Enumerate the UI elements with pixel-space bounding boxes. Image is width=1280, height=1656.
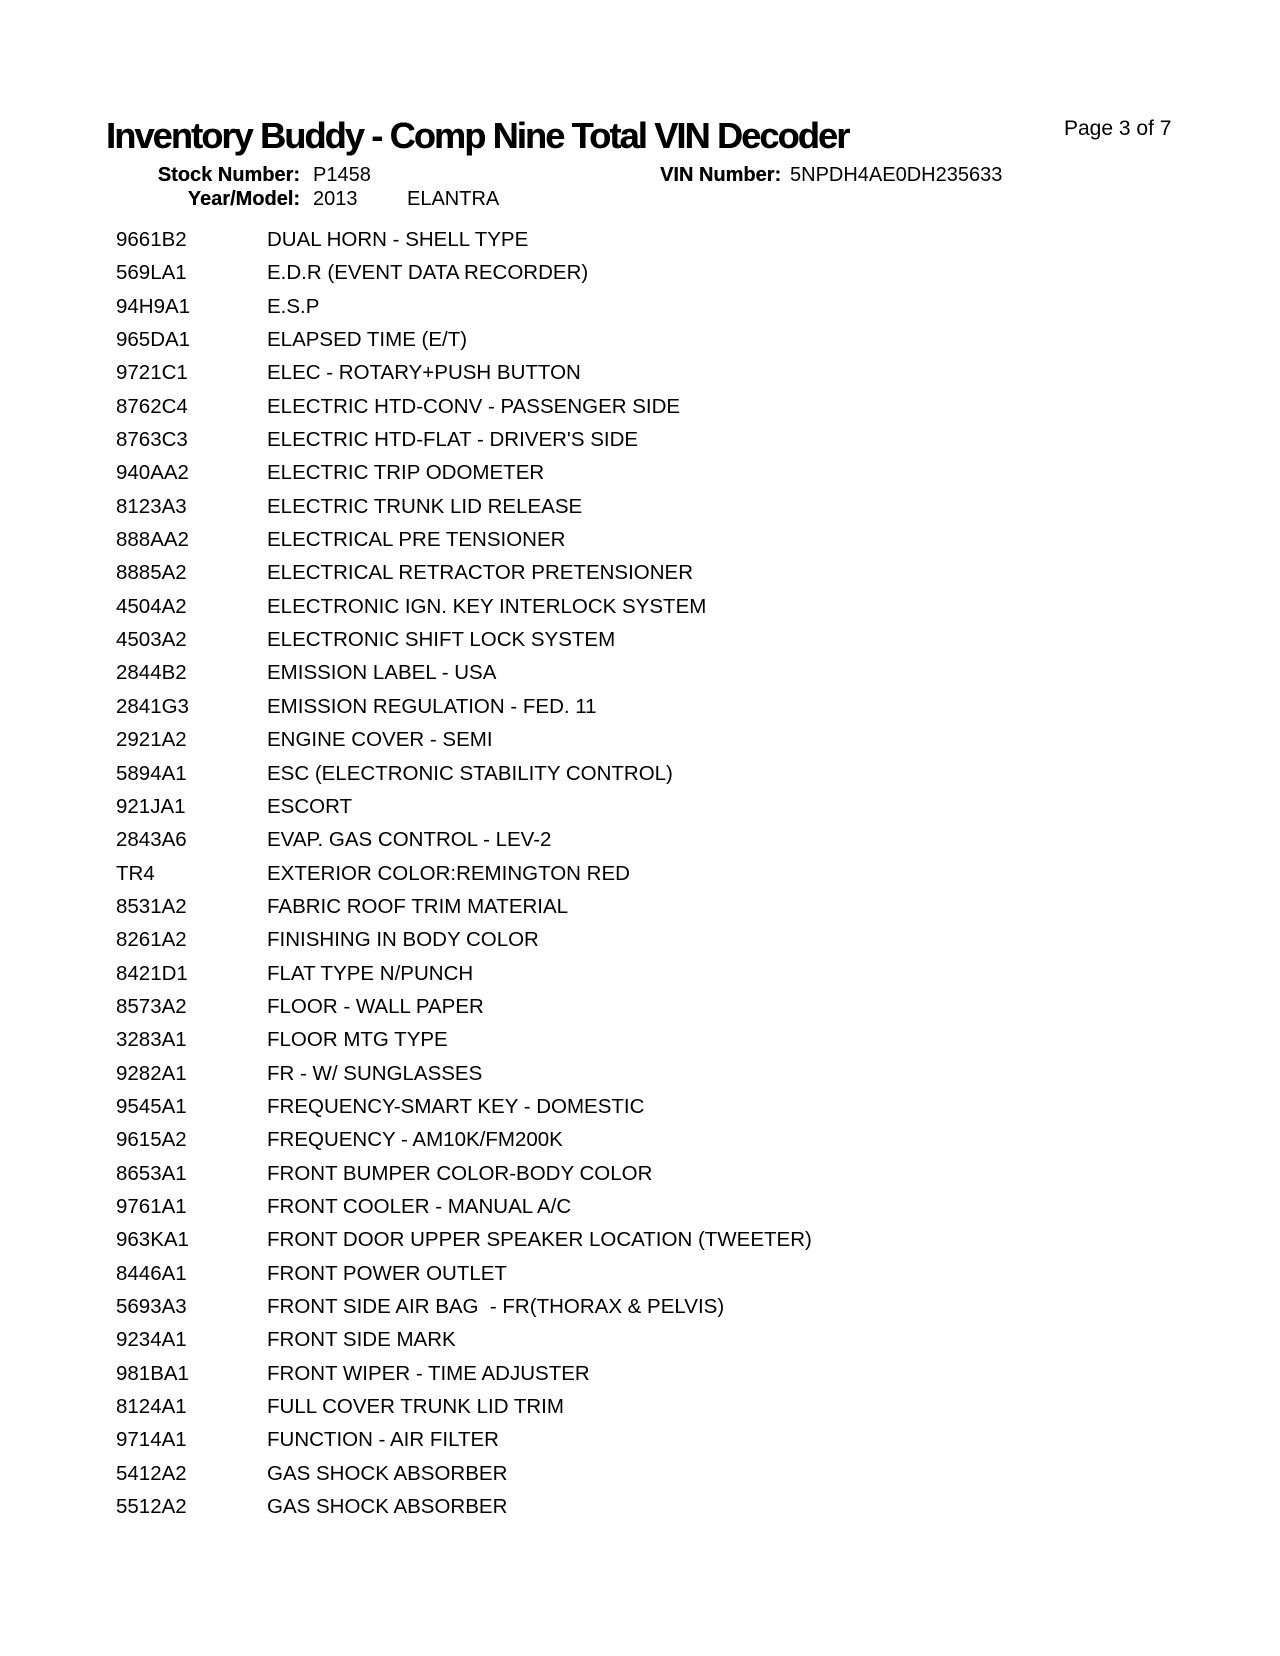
option-row — [0, 790, 1280, 823]
option-code: 8261A2 — [116, 928, 187, 952]
option-code: 2921A2 — [116, 728, 187, 752]
option-row — [0, 490, 1280, 523]
option-description: EMISSION LABEL - USA — [267, 661, 497, 685]
option-code: 9761A1 — [116, 1194, 187, 1218]
year-value: 2013 — [313, 188, 358, 210]
option-row — [0, 823, 1280, 856]
option-description: FR - W/ SUNGLASSES — [267, 1061, 483, 1085]
option-code: 8531A2 — [116, 894, 187, 918]
page-number-indicator: Page 3 of 7 — [1064, 117, 1172, 140]
option-row — [0, 1423, 1280, 1456]
option-description: EVAP. GAS CONTROL - LEV-2 — [267, 828, 552, 852]
option-description: ESC (ELECTRONIC STABILITY CONTROL) — [267, 761, 673, 785]
option-row — [0, 1057, 1280, 1090]
option-row — [0, 1490, 1280, 1523]
option-description: ELEC - ROTARY+PUSH BUTTON — [267, 361, 581, 385]
option-row — [0, 423, 1280, 456]
option-description: FLOOR MTG TYPE — [267, 1028, 448, 1052]
option-code: 940AA2 — [116, 461, 189, 485]
option-code: 2843A6 — [116, 828, 187, 852]
option-description: FINISHING IN BODY COLOR — [267, 928, 539, 952]
option-description: FABRIC ROOF TRIM MATERIAL — [267, 894, 569, 918]
option-code: 8446A1 — [116, 1261, 187, 1285]
option-description: FRONT COOLER - MANUAL A/C — [267, 1194, 572, 1218]
option-description: FRONT SIDE MARK — [267, 1328, 456, 1352]
option-code: 5894A1 — [116, 761, 187, 785]
option-code: 981BA1 — [116, 1361, 189, 1385]
option-code: 9615A2 — [116, 1128, 187, 1152]
option-code: 8124A1 — [116, 1395, 187, 1419]
option-description: GAS SHOCK ABSORBER — [267, 1461, 508, 1485]
option-row — [0, 656, 1280, 689]
option-description: FRONT SIDE AIR BAG - FR(THORAX & PELVIS) — [267, 1295, 725, 1318]
option-row — [0, 1023, 1280, 1056]
option-description: ELECTRICAL PRE TENSIONER — [267, 528, 566, 552]
option-row — [0, 256, 1280, 289]
option-row — [0, 323, 1280, 356]
option-description: FRONT BUMPER COLOR-BODY COLOR — [267, 1161, 653, 1185]
option-row — [0, 1357, 1280, 1390]
option-code: 9545A1 — [116, 1094, 187, 1118]
option-code: 2844B2 — [116, 661, 187, 685]
option-row — [0, 1190, 1280, 1223]
option-code: 921JA1 — [116, 794, 186, 818]
option-description: ELECTRIC HTD-FLAT - DRIVER'S SIDE — [267, 428, 639, 452]
option-description: FRONT DOOR UPPER SPEAKER LOCATION (TWEETER) — [267, 1228, 812, 1252]
option-code: 5693A3 — [116, 1295, 187, 1318]
option-row — [0, 290, 1280, 323]
option-code: 9714A1 — [116, 1428, 187, 1452]
option-row — [0, 857, 1280, 890]
option-row — [0, 356, 1280, 389]
option-code: 94H9A1 — [116, 294, 191, 318]
option-description: FULL COVER TRUNK LID TRIM — [267, 1395, 564, 1419]
option-description: DUAL HORN - SHELL TYPE — [267, 228, 529, 251]
option-description: EXTERIOR COLOR:REMINGTON RED — [267, 861, 630, 885]
option-description: ELECTRICAL RETRACTOR PRETENSIONER — [267, 561, 694, 585]
option-description: E.S.P — [267, 294, 320, 318]
option-code: 965DA1 — [116, 328, 191, 352]
option-row — [0, 1457, 1280, 1490]
option-code: 9721C1 — [116, 361, 188, 385]
option-code: 5412A2 — [116, 1461, 187, 1485]
option-code: 4503A2 — [116, 628, 187, 652]
vin-number-label: VIN Number: — [660, 164, 782, 186]
option-description: GAS SHOCK ABSORBER — [267, 1495, 508, 1519]
option-description: FREQUENCY-SMART KEY - DOMESTIC — [267, 1094, 645, 1118]
option-row — [0, 1290, 1280, 1323]
option-code: 8123A3 — [116, 494, 187, 518]
option-row — [0, 623, 1280, 656]
option-code: 8885A2 — [116, 561, 187, 585]
option-description: FLAT TYPE N/PUNCH — [267, 961, 474, 985]
option-row — [0, 1390, 1280, 1423]
option-description: E.D.R (EVENT DATA RECORDER) — [267, 261, 589, 285]
option-description: FUNCTION - AIR FILTER — [267, 1428, 499, 1452]
option-row — [0, 1157, 1280, 1190]
option-row — [0, 1090, 1280, 1123]
option-description: FRONT POWER OUTLET — [267, 1261, 507, 1285]
option-code: 888AA2 — [116, 528, 189, 552]
option-row — [0, 590, 1280, 623]
stock-number-label: Stock Number: — [157, 164, 300, 186]
option-description: ELECTRIC TRUNK LID RELEASE — [267, 494, 583, 518]
option-row — [0, 990, 1280, 1023]
option-description: ENGINE COVER - SEMI — [267, 728, 493, 752]
option-description: ELECTRONIC IGN. KEY INTERLOCK SYSTEM — [267, 594, 707, 618]
option-code: 9661B2 — [116, 228, 187, 251]
option-code: 569LA1 — [116, 261, 187, 285]
option-row — [0, 1223, 1280, 1256]
option-row — [0, 890, 1280, 923]
option-code: 5512A2 — [116, 1495, 187, 1519]
option-code-list — [0, 223, 1280, 1523]
option-row — [0, 1257, 1280, 1290]
year-model-label: Year/Model: — [187, 188, 300, 210]
option-code: 9282A1 — [116, 1061, 187, 1085]
option-code: 9234A1 — [116, 1328, 187, 1352]
option-description: ELECTRIC TRIP ODOMETER — [267, 461, 545, 485]
option-description: FREQUENCY - AM10K/FM200K — [267, 1128, 563, 1152]
option-description: ELECTRIC HTD-CONV - PASSENGER SIDE — [267, 394, 681, 418]
option-row — [0, 723, 1280, 756]
option-description: FRONT WIPER - TIME ADJUSTER — [267, 1361, 590, 1385]
option-code: 8573A2 — [116, 994, 187, 1018]
option-description: FLOOR - WALL PAPER — [267, 994, 484, 1018]
option-code: 4504A2 — [116, 594, 187, 618]
option-code: 8421D1 — [116, 961, 188, 985]
option-row — [0, 456, 1280, 489]
option-description: ESCORT — [267, 794, 353, 818]
option-code: 2841G3 — [116, 694, 189, 718]
option-row — [0, 223, 1280, 256]
option-code: 8653A1 — [116, 1161, 187, 1185]
option-row — [0, 757, 1280, 790]
option-row — [0, 923, 1280, 956]
option-code: 3283A1 — [116, 1028, 187, 1052]
option-code: TR4 — [116, 861, 155, 885]
vin-number-value: 5NPDH4AE0DH235633 — [790, 164, 1003, 186]
option-description: ELAPSED TIME (E/T) — [267, 328, 468, 352]
option-code: 8763C3 — [116, 428, 188, 452]
option-row — [0, 523, 1280, 556]
model-value: ELANTRA — [407, 188, 500, 210]
document-title: Inventory Buddy - Comp Nine Total VIN Decoder — [106, 115, 849, 156]
option-row — [0, 690, 1280, 723]
option-description: EMISSION REGULATION - FED. 11 — [267, 694, 597, 718]
option-row — [0, 1123, 1280, 1156]
option-code: 8762C4 — [116, 394, 188, 418]
option-row — [0, 556, 1280, 589]
option-row — [0, 1323, 1280, 1356]
stock-number-value: P1458 — [313, 164, 371, 186]
option-description: ELECTRONIC SHIFT LOCK SYSTEM — [267, 628, 616, 652]
option-row — [0, 957, 1280, 990]
option-row — [0, 390, 1280, 423]
option-code: 963KA1 — [116, 1228, 189, 1252]
